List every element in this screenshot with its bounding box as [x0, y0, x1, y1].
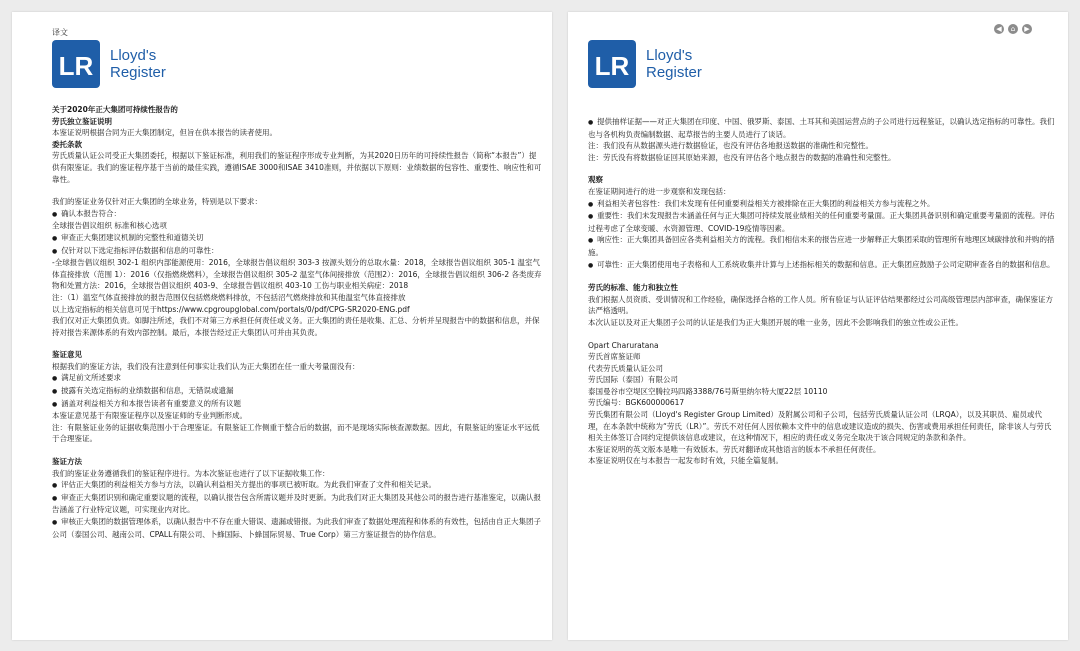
opinion-bullet: ● 涵盖对利益相关方和本报告读者有重要意义的所有议题	[52, 398, 542, 411]
opinion-basis: 本鉴证意见基于有限鉴证程序以及鉴证师的专业判断形成。	[52, 411, 247, 421]
observation-bullet: ● 重要性：我们未发现报告未涵盖任何与正大集团可持续发展业绩相关的任何重要考量面。正大集团具备识别和确定重要考量面的流程。评估过程考虑了全球变暖、水资源管理、COVID-19疫情等因素。	[588, 210, 1056, 234]
signatory-name: Opart Charuratana	[588, 340, 659, 350]
signatory-address: 泰国曼谷市空堤区空腾拉玛四路3388/76号斯里纳尔特大厦22层 10110	[588, 386, 828, 396]
lloyds-register-logo	[52, 40, 166, 88]
signatory-on-behalf: 代表劳氏质量认证公司	[588, 363, 663, 373]
previous-page-icon[interactable]: ◀	[994, 24, 1004, 34]
scope-note: 注：（1）温室气体直接排放的报告范围仅包括燃烧燃料排放，不包括沼气燃烧排放和其他温室气体直接排放	[52, 292, 406, 302]
method-intro: 我们的鉴证业务遵循我们的鉴证程序进行。为本次鉴证也进行了以下证据收集工作：	[52, 468, 330, 478]
opinion-note: 注：有限鉴证业务的证据收集范围小于合理鉴证。有限鉴证工作侧重于整合后的数据，而不是现场实际核查源数据。因此，有限鉴证的鉴证水平远低于合理鉴证。	[52, 422, 540, 444]
home-icon[interactable]: ⌂	[1008, 24, 1018, 34]
scope-gri-list: -全球报告倡议组织 302-1 组织内部能源使用：2016，全球报告倡议组织 303-3 按源头划分的总取水量：2018，全球报告倡议组织 305-1 温室气体直接排放（范围 1）：2016（仅指燃烧燃料），全球报告倡议组织 305-2 温室气体间接排放（范围2）：2016，全球报告倡议组织 306-2 各类废弃物和处置方法：2016，全球报告倡议组织 403-9、全球报告倡议组织 403-10 工伤与职业相关病症：2018	[52, 258, 542, 291]
left-body	[52, 104, 542, 540]
observations-heading: 观察	[588, 175, 603, 185]
standards-paragraph: 我们根据人员资质、受训情况和工作经验，确保选择合格的工作人员。所有验证与认证评估结果都经过公司高级管理层内部审查，确保鉴证方法严格透明。	[588, 294, 1053, 316]
scope-bullet: ● 仅针对以下选定指标评估数据和信息的可靠性：	[52, 245, 542, 258]
sample-note: 注：劳氏没有将数据验证回其原始来源，也没有评估各个地点报告的数据的准确性和完整性。	[588, 152, 896, 162]
observation-bullet: ● 利益相关者包容性：我们未发现有任何重要利益相关方被排除在正大集团的利益相关方参与流程之外。	[588, 198, 1056, 211]
disclaimer: 劳氏集团有限公司（Lloyd's Register Group Limited）及附属公司和子公司，包括劳氏质量认证公司（LRQA），以及其职员、雇员或代理，在本条款中统称为“劳氏（LR）”。劳氏不对任何人因依赖本文件中的信息或建议造成的损失、伤害或费用承担任何责任，除非该人与劳氏相关主体签订合同约定提供该信息或建议，在这种情况下，相应的责任或义务完全取决于该合同规定的条款和条件。	[588, 410, 1052, 443]
signatory-company: 劳氏国际（泰国）有限公司	[588, 375, 678, 385]
intro-text: 本鉴证说明根据合同为正大集团制定，但旨在供本报告的读者使用。	[52, 128, 277, 138]
independence-paragraph: 本次认证以及对正大集团子公司的认证是我们为正大集团开展的唯一业务，因此不会影响我们的独立性或公正性。	[588, 317, 963, 327]
report-subtitle: 劳氏独立鉴证说明	[52, 116, 112, 126]
translated-page-right	[568, 12, 1068, 640]
scope-responsibility: 我们仅对正大集团负责。如脚注所述，我们不对第三方承担任何责任或义务。正大集团的责任是收集、汇总、分析并呈现报告中的数据和信息，并保持对报告来源体系的有效内部控制。最后，本报告经过正大集团认可并由其负责。	[52, 316, 540, 337]
page-nav	[994, 24, 1032, 34]
sample-bullet: ● 提供抽样证据——对正大集团在印度、中国、俄罗斯、泰国、土耳其和美国运营点的子公司进行远程鉴证，以确认选定指标的可靠性。我们也与各机构负责编制数据、起草报告的主要人员进行了谈话。	[588, 116, 1056, 140]
standards-heading: 劳氏的标准、能力和独立性	[588, 283, 678, 293]
scope-intro: 我们的鉴证业务仅针对正大集团的全球业务，特别是以下要求：	[52, 197, 262, 207]
observations-intro: 在鉴证期间进行的进一步观察和发现包括：	[588, 186, 731, 196]
opinion-heading: 鉴证意见	[52, 350, 82, 360]
scope-bullet: ● 审查正大集团建议机制的完整性和道德关切	[52, 232, 542, 245]
terms-paragraph: 劳氏质量认证公司受正大集团委托，根据以下鉴证标准，利用我们的鉴证程序形成专业判断，为其2020日历年的可持续性报告（简称“本报告”）提供有限鉴证。我们的鉴证程序基于当前的最佳实践，遵循ISAE 3000和ISAE 3410准则，并依据以下原则：业绩数据的包容性、重要性、响应性和可靠性。	[52, 151, 542, 184]
observation-bullet: ● 响应性：正大集团具备回应各类利益相关方的流程。我们相信未来的报告应进一步解释正大集团采取的管理所有地理区域碳排放和并购的措施。	[588, 234, 1056, 258]
disclaimer-language: 本鉴证说明的英文版本是唯一有效版本。劳氏对翻译成其他语言的版本不承担任何责任。	[588, 444, 881, 454]
opinion-bullet: ● 披露有关选定指标的业绩数据和信息，无错误或遗漏	[52, 385, 542, 398]
document-label: 译文	[52, 28, 68, 37]
logo-line2: Register	[110, 64, 166, 81]
observation-bullet: ● 可靠性：正大集团使用电子表格和人工系统收集并计算与上述指标相关的数据和信息。正大集团应鼓励子公司定期审查各自的数据和信息。	[588, 259, 1056, 272]
reference-number: 劳氏编号：BGK600000617	[588, 398, 685, 408]
signatory-title: 劳氏首席鉴证师	[588, 352, 641, 362]
svg-text:LR: LR	[594, 51, 630, 81]
method-bullet: ● 评估正大集团的利益相关方参与方法，以确认利益相关方提出的事项已被听取。为此我们审查了文件和相关记录。	[52, 479, 542, 492]
logo-line1: Lloyd's	[646, 47, 693, 64]
terms-heading: 委托条款	[52, 139, 82, 149]
opinion-bullet: ● 满足前文所述要求	[52, 372, 542, 385]
method-bullet: ● 审核正大集团的数据管理体系，以确认报告中不存在重大错误、遗漏或错报。为此我们审查了数据处理流程和体系的有效性，包括由自正大集团子公司（泰国公司、越南公司、CPALL有限公司、卜蜂国际、卜蜂国际贸易、True Corp）第三方鉴证报告的协作信息。	[52, 516, 542, 540]
scope-bullet-sub: 全球报告倡议组织 标准和核心选项	[52, 221, 167, 231]
next-page-icon[interactable]: ▶	[1022, 24, 1032, 34]
svg-text:LR: LR	[58, 51, 94, 81]
method-heading: 鉴证方法	[52, 457, 82, 467]
method-bullet: ● 审查正大集团识别和确定重要议题的流程，以确认报告包含所需议题并及时更新。为此我们对正大集团及其他公司的报告进行基准鉴定，以确认报告涵盖了行业特定议题，可实现业内对比。	[52, 492, 542, 516]
translated-page-left	[12, 12, 552, 640]
scope-note-link: 以上选定指标的相关信息可见于https://www.cpgroupglobal.com/portals/0/pdf/CPG-SR2020-ENG.pdf	[52, 304, 410, 314]
scope-bullet: ● 确认本报告符合：	[52, 208, 542, 221]
right-body	[588, 116, 1056, 467]
report-title: 关于2020年正大集团可持续性报告的	[52, 105, 178, 114]
opinion-paragraph: 根据我们的鉴证方法，我们没有注意到任何事实让我们认为正大集团在任一重大考量面没有：	[52, 361, 360, 371]
lr-logo-icon	[588, 40, 636, 88]
logo-wordmark	[110, 47, 166, 81]
logo-line1: Lloyd's	[110, 47, 157, 64]
sample-note: 注：我们没有从数据源头进行数据验证，也没有评估各地报送数据的准确性和完整性。	[588, 141, 873, 151]
disclaimer-validity: 本鉴证说明仅在与本报告一起发布时有效，只能全篇复制。	[588, 456, 783, 466]
lr-logo-icon	[52, 40, 100, 88]
logo-line2: Register	[646, 64, 702, 81]
logo-wordmark	[646, 47, 702, 81]
lloyds-register-logo	[588, 40, 702, 88]
